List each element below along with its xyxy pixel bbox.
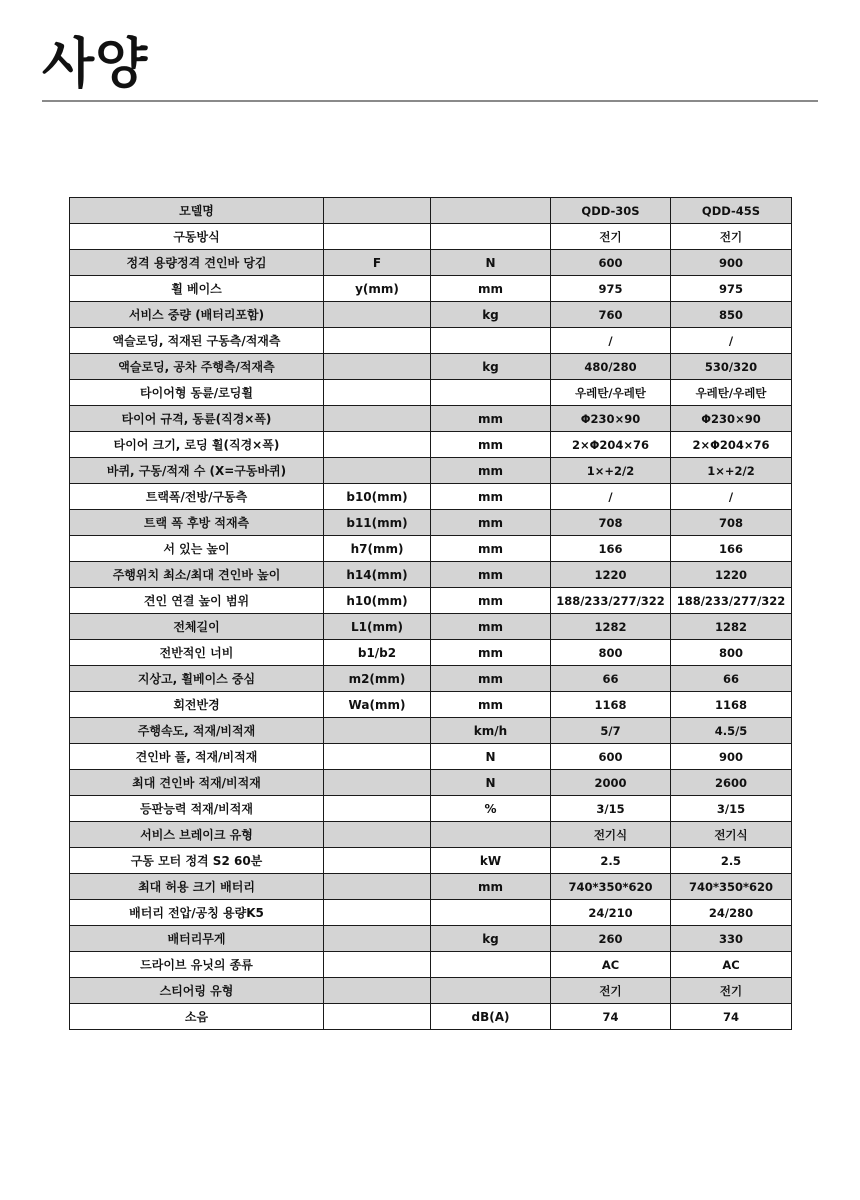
qdd-30s-value-cell: 760 <box>551 302 671 328</box>
qdd-45s-value-cell: / <box>671 328 792 354</box>
symbol-cell: Wa(mm) <box>324 692 431 718</box>
table-row <box>70 952 792 978</box>
symbol-cell <box>324 900 431 926</box>
table-row <box>70 744 792 770</box>
qdd-45s-value-cell: 975 <box>671 276 792 302</box>
spec-name-cell: 액슬로딩, 적재된 구동측/적재측 <box>70 328 324 354</box>
qdd-30s-value-cell: 600 <box>551 744 671 770</box>
symbol-cell <box>324 380 431 406</box>
qdd-30s-value-cell: / <box>551 328 671 354</box>
spec-name-cell: 전체길이 <box>70 614 324 640</box>
qdd-30s-value-cell: / <box>551 484 671 510</box>
qdd-30s-value-cell: 2.5 <box>551 848 671 874</box>
table-row <box>70 250 792 276</box>
qdd-30s-value-cell: 전기식 <box>551 822 671 848</box>
table-row <box>70 484 792 510</box>
qdd-45s-value-cell: 우레탄/우레탄 <box>671 380 792 406</box>
spec-name-cell: 지상고, 휠베이스 중심 <box>70 666 324 692</box>
table-row <box>70 458 792 484</box>
qdd-45s-value-cell: 74 <box>671 1004 792 1030</box>
table-row <box>70 328 792 354</box>
unit-cell <box>431 198 551 224</box>
unit-cell: mm <box>431 640 551 666</box>
qdd-30s-value-cell: Φ230×90 <box>551 406 671 432</box>
title-divider <box>42 100 818 102</box>
unit-cell: N <box>431 770 551 796</box>
unit-cell: mm <box>431 276 551 302</box>
qdd-45s-value-cell: 708 <box>671 510 792 536</box>
qdd-30s-value-cell: 975 <box>551 276 671 302</box>
page-title: 사양 <box>42 32 149 95</box>
table-row <box>70 380 792 406</box>
spec-name-cell: 배터리 전압/공칭 용량K5 <box>70 900 324 926</box>
qdd-45s-value-cell: 166 <box>671 536 792 562</box>
qdd-30s-value-cell: 480/280 <box>551 354 671 380</box>
qdd-30s-value-cell: 1168 <box>551 692 671 718</box>
qdd-45s-value-cell: 전기 <box>671 978 792 1004</box>
qdd-45s-value-cell: 900 <box>671 250 792 276</box>
qdd-30s-value-cell: 600 <box>551 250 671 276</box>
spec-name-cell: 서 있는 높이 <box>70 536 324 562</box>
spec-name-cell: 배터리무게 <box>70 926 324 952</box>
symbol-cell <box>324 770 431 796</box>
qdd-45s-value-cell: / <box>671 484 792 510</box>
symbol-cell <box>324 822 431 848</box>
table-row <box>70 770 792 796</box>
qdd-30s-value-cell: 800 <box>551 640 671 666</box>
qdd-30s-value-cell: QDD-30S <box>551 198 671 224</box>
symbol-cell <box>324 718 431 744</box>
unit-cell: kg <box>431 354 551 380</box>
unit-cell: mm <box>431 692 551 718</box>
qdd-45s-value-cell: 3/15 <box>671 796 792 822</box>
spec-name-cell: 최대 견인바 적재/비적재 <box>70 770 324 796</box>
qdd-30s-value-cell: 2000 <box>551 770 671 796</box>
qdd-45s-value-cell: 2600 <box>671 770 792 796</box>
table-row <box>70 692 792 718</box>
symbol-cell <box>324 406 431 432</box>
unit-cell <box>431 900 551 926</box>
table-row <box>70 796 792 822</box>
qdd-30s-value-cell: AC <box>551 952 671 978</box>
table-row <box>70 536 792 562</box>
symbol-cell: F <box>324 250 431 276</box>
spec-name-cell: 모델명 <box>70 198 324 224</box>
spec-name-cell: 서비스 중량 (배터리포함) <box>70 302 324 328</box>
symbol-cell: b10(mm) <box>324 484 431 510</box>
qdd-45s-value-cell: 24/280 <box>671 900 792 926</box>
qdd-45s-value-cell: Φ230×90 <box>671 406 792 432</box>
symbol-cell: b1/b2 <box>324 640 431 666</box>
qdd-30s-value-cell: 우레탄/우레탄 <box>551 380 671 406</box>
qdd-30s-value-cell: 3/15 <box>551 796 671 822</box>
qdd-45s-value-cell: 900 <box>671 744 792 770</box>
spec-name-cell: 회전반경 <box>70 692 324 718</box>
spec-name-cell: 액슬로딩, 공차 주행측/적재측 <box>70 354 324 380</box>
symbol-cell <box>324 796 431 822</box>
symbol-cell <box>324 354 431 380</box>
table-row <box>70 198 792 224</box>
table-row <box>70 276 792 302</box>
symbol-cell <box>324 926 431 952</box>
table-row <box>70 510 792 536</box>
spec-name-cell: 등판능력 적재/비적재 <box>70 796 324 822</box>
qdd-30s-value-cell: 전기 <box>551 224 671 250</box>
symbol-cell: h10(mm) <box>324 588 431 614</box>
unit-cell <box>431 978 551 1004</box>
spec-name-cell: 휠 베이스 <box>70 276 324 302</box>
unit-cell: mm <box>431 458 551 484</box>
symbol-cell: m2(mm) <box>324 666 431 692</box>
symbol-cell <box>324 224 431 250</box>
qdd-30s-value-cell: 5/7 <box>551 718 671 744</box>
qdd-30s-value-cell: 74 <box>551 1004 671 1030</box>
qdd-30s-value-cell: 740*350*620 <box>551 874 671 900</box>
table-row <box>70 718 792 744</box>
unit-cell: kg <box>431 302 551 328</box>
qdd-30s-value-cell: 2×Φ204×76 <box>551 432 671 458</box>
symbol-cell <box>324 328 431 354</box>
qdd-45s-value-cell: 800 <box>671 640 792 666</box>
spec-name-cell: 전반적인 너비 <box>70 640 324 666</box>
unit-cell <box>431 224 551 250</box>
spec-name-cell: 트랙 폭 후방 적재측 <box>70 510 324 536</box>
spec-name-cell: 타이어형 동륜/로딩휠 <box>70 380 324 406</box>
unit-cell <box>431 328 551 354</box>
table-row <box>70 978 792 1004</box>
spec-name-cell: 주행위치 최소/최대 견인바 높이 <box>70 562 324 588</box>
table-row <box>70 588 792 614</box>
spec-name-cell: 견인바 풀, 적재/비적재 <box>70 744 324 770</box>
unit-cell <box>431 380 551 406</box>
qdd-30s-value-cell: 1×+2/2 <box>551 458 671 484</box>
qdd-30s-value-cell: 전기 <box>551 978 671 1004</box>
qdd-45s-value-cell: AC <box>671 952 792 978</box>
table-row <box>70 1004 792 1030</box>
spec-name-cell: 최대 허용 크기 배터리 <box>70 874 324 900</box>
unit-cell <box>431 822 551 848</box>
qdd-45s-value-cell: 66 <box>671 666 792 692</box>
spec-name-cell: 정격 용량정격 견인바 당김 <box>70 250 324 276</box>
qdd-45s-value-cell: 1×+2/2 <box>671 458 792 484</box>
spec-name-cell: 스티어링 유형 <box>70 978 324 1004</box>
spec-name-cell: 견인 연결 높이 범위 <box>70 588 324 614</box>
qdd-45s-value-cell: 2.5 <box>671 848 792 874</box>
table-row <box>70 432 792 458</box>
symbol-cell: y(mm) <box>324 276 431 302</box>
spec-name-cell: 트랙폭/전방/구동측 <box>70 484 324 510</box>
qdd-30s-value-cell: 260 <box>551 926 671 952</box>
unit-cell: dB(A) <box>431 1004 551 1030</box>
spec-table-body <box>70 198 792 1030</box>
unit-cell: mm <box>431 588 551 614</box>
unit-cell: N <box>431 250 551 276</box>
symbol-cell <box>324 458 431 484</box>
symbol-cell <box>324 302 431 328</box>
unit-cell: mm <box>431 874 551 900</box>
symbol-cell: h7(mm) <box>324 536 431 562</box>
symbol-cell <box>324 978 431 1004</box>
table-row <box>70 614 792 640</box>
symbol-cell <box>324 1004 431 1030</box>
unit-cell: % <box>431 796 551 822</box>
unit-cell: mm <box>431 484 551 510</box>
qdd-45s-value-cell: QDD-45S <box>671 198 792 224</box>
spec-name-cell: 바퀴, 구동/적재 수 (X=구동바퀴) <box>70 458 324 484</box>
unit-cell: N <box>431 744 551 770</box>
unit-cell: mm <box>431 432 551 458</box>
spec-name-cell: 드라이브 유닛의 종류 <box>70 952 324 978</box>
qdd-30s-value-cell: 166 <box>551 536 671 562</box>
table-row <box>70 302 792 328</box>
unit-cell: mm <box>431 614 551 640</box>
spec-name-cell: 서비스 브레이크 유형 <box>70 822 324 848</box>
unit-cell: mm <box>431 510 551 536</box>
qdd-45s-value-cell: 850 <box>671 302 792 328</box>
qdd-45s-value-cell: 740*350*620 <box>671 874 792 900</box>
symbol-cell <box>324 198 431 224</box>
qdd-30s-value-cell: 1282 <box>551 614 671 640</box>
qdd-45s-value-cell: 530/320 <box>671 354 792 380</box>
qdd-45s-value-cell: 188/233/277/322 <box>671 588 792 614</box>
spec-name-cell: 소음 <box>70 1004 324 1030</box>
table-row <box>70 900 792 926</box>
qdd-45s-value-cell: 330 <box>671 926 792 952</box>
unit-cell <box>431 952 551 978</box>
qdd-45s-value-cell: 1282 <box>671 614 792 640</box>
spec-name-cell: 타이어 크기, 로딩 휠(직경×폭) <box>70 432 324 458</box>
spec-name-cell: 구동방식 <box>70 224 324 250</box>
symbol-cell: b11(mm) <box>324 510 431 536</box>
qdd-45s-value-cell: 전기 <box>671 224 792 250</box>
table-row <box>70 822 792 848</box>
table-row <box>70 406 792 432</box>
qdd-30s-value-cell: 1220 <box>551 562 671 588</box>
qdd-45s-value-cell: 1168 <box>671 692 792 718</box>
table-row <box>70 354 792 380</box>
symbol-cell: h14(mm) <box>324 562 431 588</box>
table-row <box>70 926 792 952</box>
table-row <box>70 848 792 874</box>
unit-cell: kW <box>431 848 551 874</box>
spec-name-cell: 주행속도, 적재/비적재 <box>70 718 324 744</box>
qdd-30s-value-cell: 708 <box>551 510 671 536</box>
qdd-45s-value-cell: 4.5/5 <box>671 718 792 744</box>
table-row <box>70 562 792 588</box>
unit-cell: mm <box>431 536 551 562</box>
spec-name-cell: 구동 모터 정격 S2 60분 <box>70 848 324 874</box>
symbol-cell <box>324 848 431 874</box>
table-row <box>70 666 792 692</box>
symbol-cell: L1(mm) <box>324 614 431 640</box>
unit-cell: mm <box>431 562 551 588</box>
unit-cell: kg <box>431 926 551 952</box>
unit-cell: mm <box>431 406 551 432</box>
table-row <box>70 224 792 250</box>
qdd-45s-value-cell: 전기식 <box>671 822 792 848</box>
unit-cell: km/h <box>431 718 551 744</box>
qdd-30s-value-cell: 24/210 <box>551 900 671 926</box>
symbol-cell <box>324 952 431 978</box>
qdd-45s-value-cell: 1220 <box>671 562 792 588</box>
table-row <box>70 640 792 666</box>
spec-name-cell: 타이어 규격, 동륜(직경×폭) <box>70 406 324 432</box>
symbol-cell <box>324 744 431 770</box>
qdd-30s-value-cell: 188/233/277/322 <box>551 588 671 614</box>
table-row <box>70 874 792 900</box>
qdd-30s-value-cell: 66 <box>551 666 671 692</box>
unit-cell: mm <box>431 666 551 692</box>
spec-table <box>69 197 792 1030</box>
symbol-cell <box>324 874 431 900</box>
qdd-45s-value-cell: 2×Φ204×76 <box>671 432 792 458</box>
symbol-cell <box>324 432 431 458</box>
